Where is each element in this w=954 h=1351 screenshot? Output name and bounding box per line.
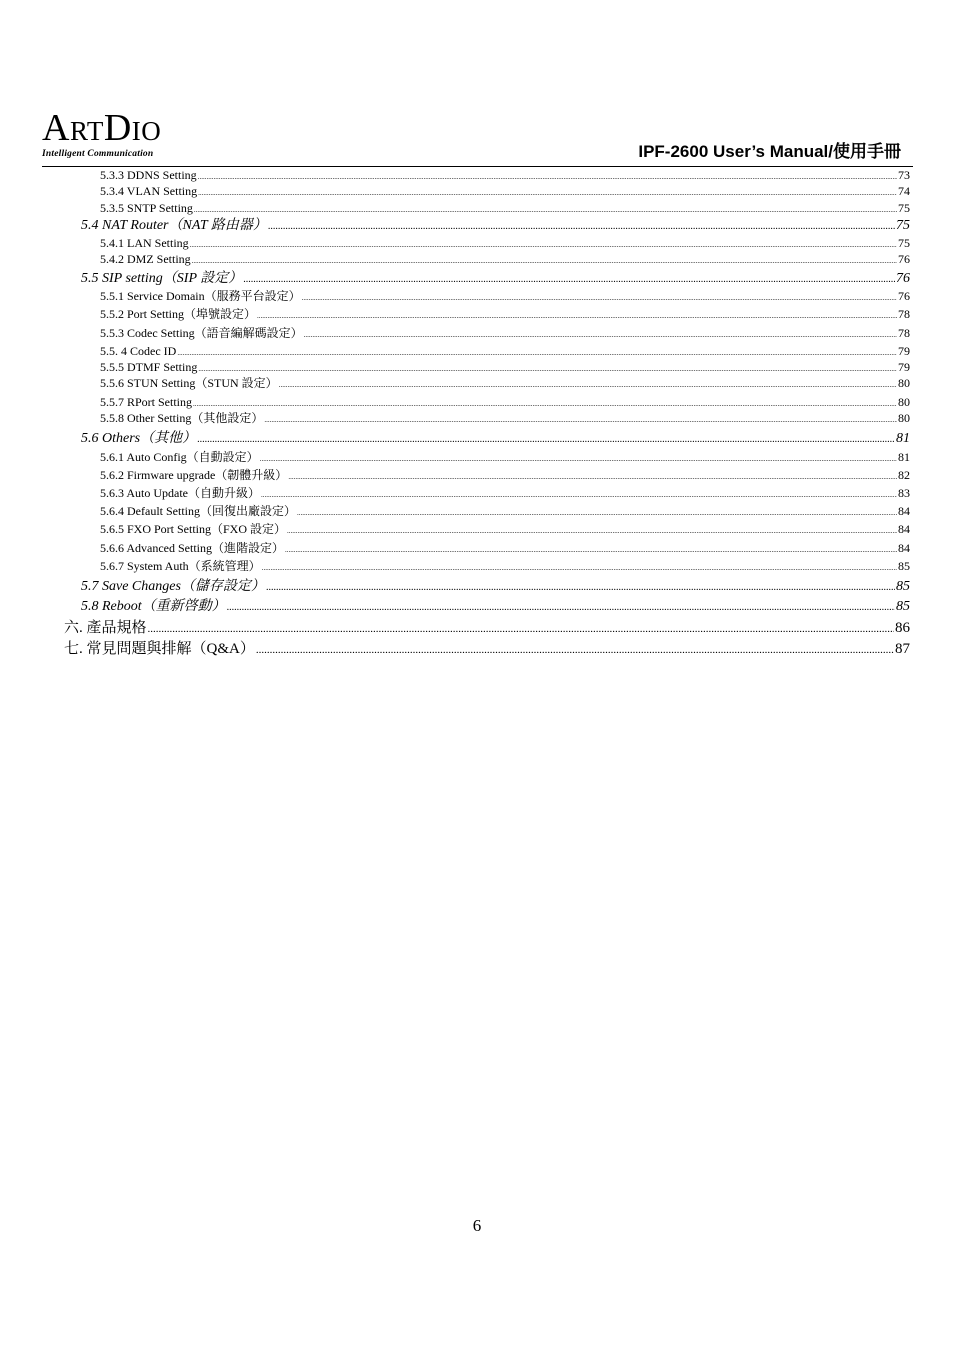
toc-entry (100, 450, 910, 466)
toc-entry-title: 5.3.3 DDNS Setting (100, 168, 197, 182)
toc-entry-title: 5.6.1 Auto Config（自動設定） (100, 450, 259, 464)
toc-dot-leader (194, 203, 897, 217)
artdio-logo (42, 107, 162, 160)
toc-dot-leader (193, 397, 897, 411)
toc-entry-title: 5.6.2 Firmware upgrade（韌體升級） (100, 468, 288, 482)
toc-entry-page: 78 (898, 326, 910, 340)
toc-entry-title: 5.4 NAT Router（NAT 路由器） (81, 218, 267, 233)
toc-entry (100, 486, 910, 502)
toc-dot-leader (256, 641, 894, 659)
toc-entry-title: 5.5.2 Port Setting（埠號設定） (100, 307, 257, 321)
toc-entry-title: 5.6.5 FXO Port Setting（FXO 設定） (100, 522, 287, 536)
toc-entry-title: 5.5.5 DTMF Setting (100, 360, 198, 374)
toc-entry (100, 184, 910, 200)
toc-entry-title: 5.6.3 Auto Update（自動升級） (100, 486, 260, 500)
page-header (42, 107, 913, 166)
toc-entry-page: 86 (895, 620, 910, 636)
toc-entry (100, 252, 910, 268)
toc-entry-title: 5.5.7 RPort Setting (100, 395, 193, 409)
toc-entry-title: 5.6.7 System Auth（系統管理） (100, 559, 261, 573)
toc-entry-title: 六. 產品規格 (64, 620, 147, 636)
toc-entry-page: 75 (896, 218, 910, 233)
toc-dot-leader (279, 378, 897, 392)
toc-dot-leader (266, 579, 895, 596)
toc-entry (100, 360, 910, 376)
toc-entry (81, 270, 910, 288)
logo-wordmark: ARTDIO (42, 107, 162, 149)
toc-entry-title: 5.5 SIP setting（SIP 設定） (81, 271, 243, 286)
toc-dot-leader (198, 186, 897, 200)
toc-dot-leader (285, 543, 897, 557)
toc-entry-title: 5.3.5 SNTP Setting (100, 201, 193, 215)
toc-dot-leader (262, 561, 897, 575)
toc-entry (100, 376, 910, 392)
toc-entry (100, 344, 910, 360)
toc-entry (81, 217, 910, 235)
toc-entry (100, 468, 910, 484)
toc-entry-title: 5.8 Reboot（重新啓動） (81, 599, 226, 614)
toc-entry-page: 79 (898, 360, 910, 374)
toc-dot-leader (197, 431, 895, 448)
toc-entry (64, 640, 910, 659)
toc-dot-leader (297, 506, 897, 520)
toc-entry-title: 5.7 Save Changes（儲存設定） (81, 579, 265, 594)
toc-dot-leader (192, 254, 897, 268)
toc-entry (81, 578, 910, 596)
manual-title: IPF-2600 User’s Manual/使用手冊 (638, 142, 901, 161)
toc-entry-title: 5.4.2 DMZ Setting (100, 252, 191, 266)
toc-entry-page: 85 (896, 579, 910, 594)
toc-entry-page: 76 (896, 271, 910, 286)
toc-entry-page: 81 (896, 431, 910, 446)
toc-entry (100, 289, 910, 305)
toc-dot-leader (257, 309, 897, 323)
toc-entry-page: 75 (898, 201, 910, 215)
toc-dot-leader (302, 291, 897, 305)
toc-dot-leader (148, 620, 894, 638)
toc-entry-title: 5.5.8 Other Setting（其他設定） (100, 411, 264, 425)
toc-entry (100, 326, 910, 342)
toc-entry-title: 5.4.1 LAN Setting (100, 236, 189, 250)
toc-dot-leader (243, 271, 895, 288)
page-number: 6 (472, 1216, 482, 1235)
toc-entry-page: 76 (898, 289, 910, 303)
toc-entry-page: 76 (898, 252, 910, 266)
toc-entry (100, 411, 910, 427)
toc-entry (100, 236, 910, 252)
toc-entry (100, 559, 910, 575)
toc-entry-title: 5.5.6 STUN Setting（STUN 設定） (100, 376, 278, 390)
toc-dot-leader (268, 218, 895, 235)
toc-entry-page: 84 (898, 541, 910, 555)
toc-entry-title: 5.5.1 Service Domain（服務平台設定） (100, 289, 301, 303)
toc-entry-title: 5.6 Others（其他） (81, 431, 197, 446)
toc-entry-title: 5.3.4 VLAN Setting (100, 184, 198, 198)
toc-entry (100, 541, 910, 557)
toc-entry-page: 82 (898, 468, 910, 482)
toc-dot-leader (261, 488, 897, 502)
toc-entry-page: 85 (898, 559, 910, 573)
toc-entry-page: 78 (898, 307, 910, 321)
toc-entry-title: 5.5. 4 Codec ID (100, 344, 177, 358)
toc-dot-leader (198, 362, 897, 376)
header-divider (42, 166, 913, 167)
toc-entry-page: 79 (898, 344, 910, 358)
toc-entry-page: 84 (898, 522, 910, 536)
toc-dot-leader (190, 238, 897, 252)
toc-dot-leader (198, 170, 897, 184)
logo-tagline: Intelligent Communication (42, 149, 154, 159)
toc-entry-page: 81 (898, 450, 910, 464)
toc-entry-page: 84 (898, 504, 910, 518)
toc-entry-page: 80 (898, 411, 910, 425)
toc-dot-leader (177, 346, 897, 360)
toc-dot-leader (304, 328, 897, 342)
toc-entry-title: 5.5.3 Codec Setting（語音編解碼設定） (100, 326, 303, 340)
toc-entry-title: 5.6.4 Default Setting（回復出廠設定） (100, 504, 296, 518)
toc-entry (100, 168, 910, 184)
toc-entry (64, 619, 910, 638)
toc-entry-page: 87 (895, 641, 910, 657)
toc-dot-leader (260, 452, 897, 466)
toc-dot-leader (264, 413, 897, 427)
toc-entry (100, 201, 910, 217)
toc-entry (100, 307, 910, 323)
toc-entry (81, 598, 910, 616)
toc-entry-page: 80 (898, 395, 910, 409)
toc-entry-title: 七. 常見問題與排解（Q&A） (64, 641, 255, 657)
toc-entry (81, 430, 910, 448)
toc-entry-page: 80 (898, 376, 910, 390)
toc-entry (100, 522, 910, 538)
toc-entry-title: 5.6.6 Advanced Setting（進階設定） (100, 541, 284, 555)
toc-entry-page: 73 (898, 168, 910, 182)
toc-entry (100, 395, 910, 411)
toc-entry-page: 83 (898, 486, 910, 500)
toc-entry-page: 75 (898, 236, 910, 250)
toc-dot-leader (227, 599, 895, 616)
toc-entry-page: 74 (898, 184, 910, 198)
toc-entry (100, 504, 910, 520)
toc-dot-leader (288, 470, 897, 484)
toc-dot-leader (287, 524, 897, 538)
toc-entry-page: 85 (896, 599, 910, 614)
